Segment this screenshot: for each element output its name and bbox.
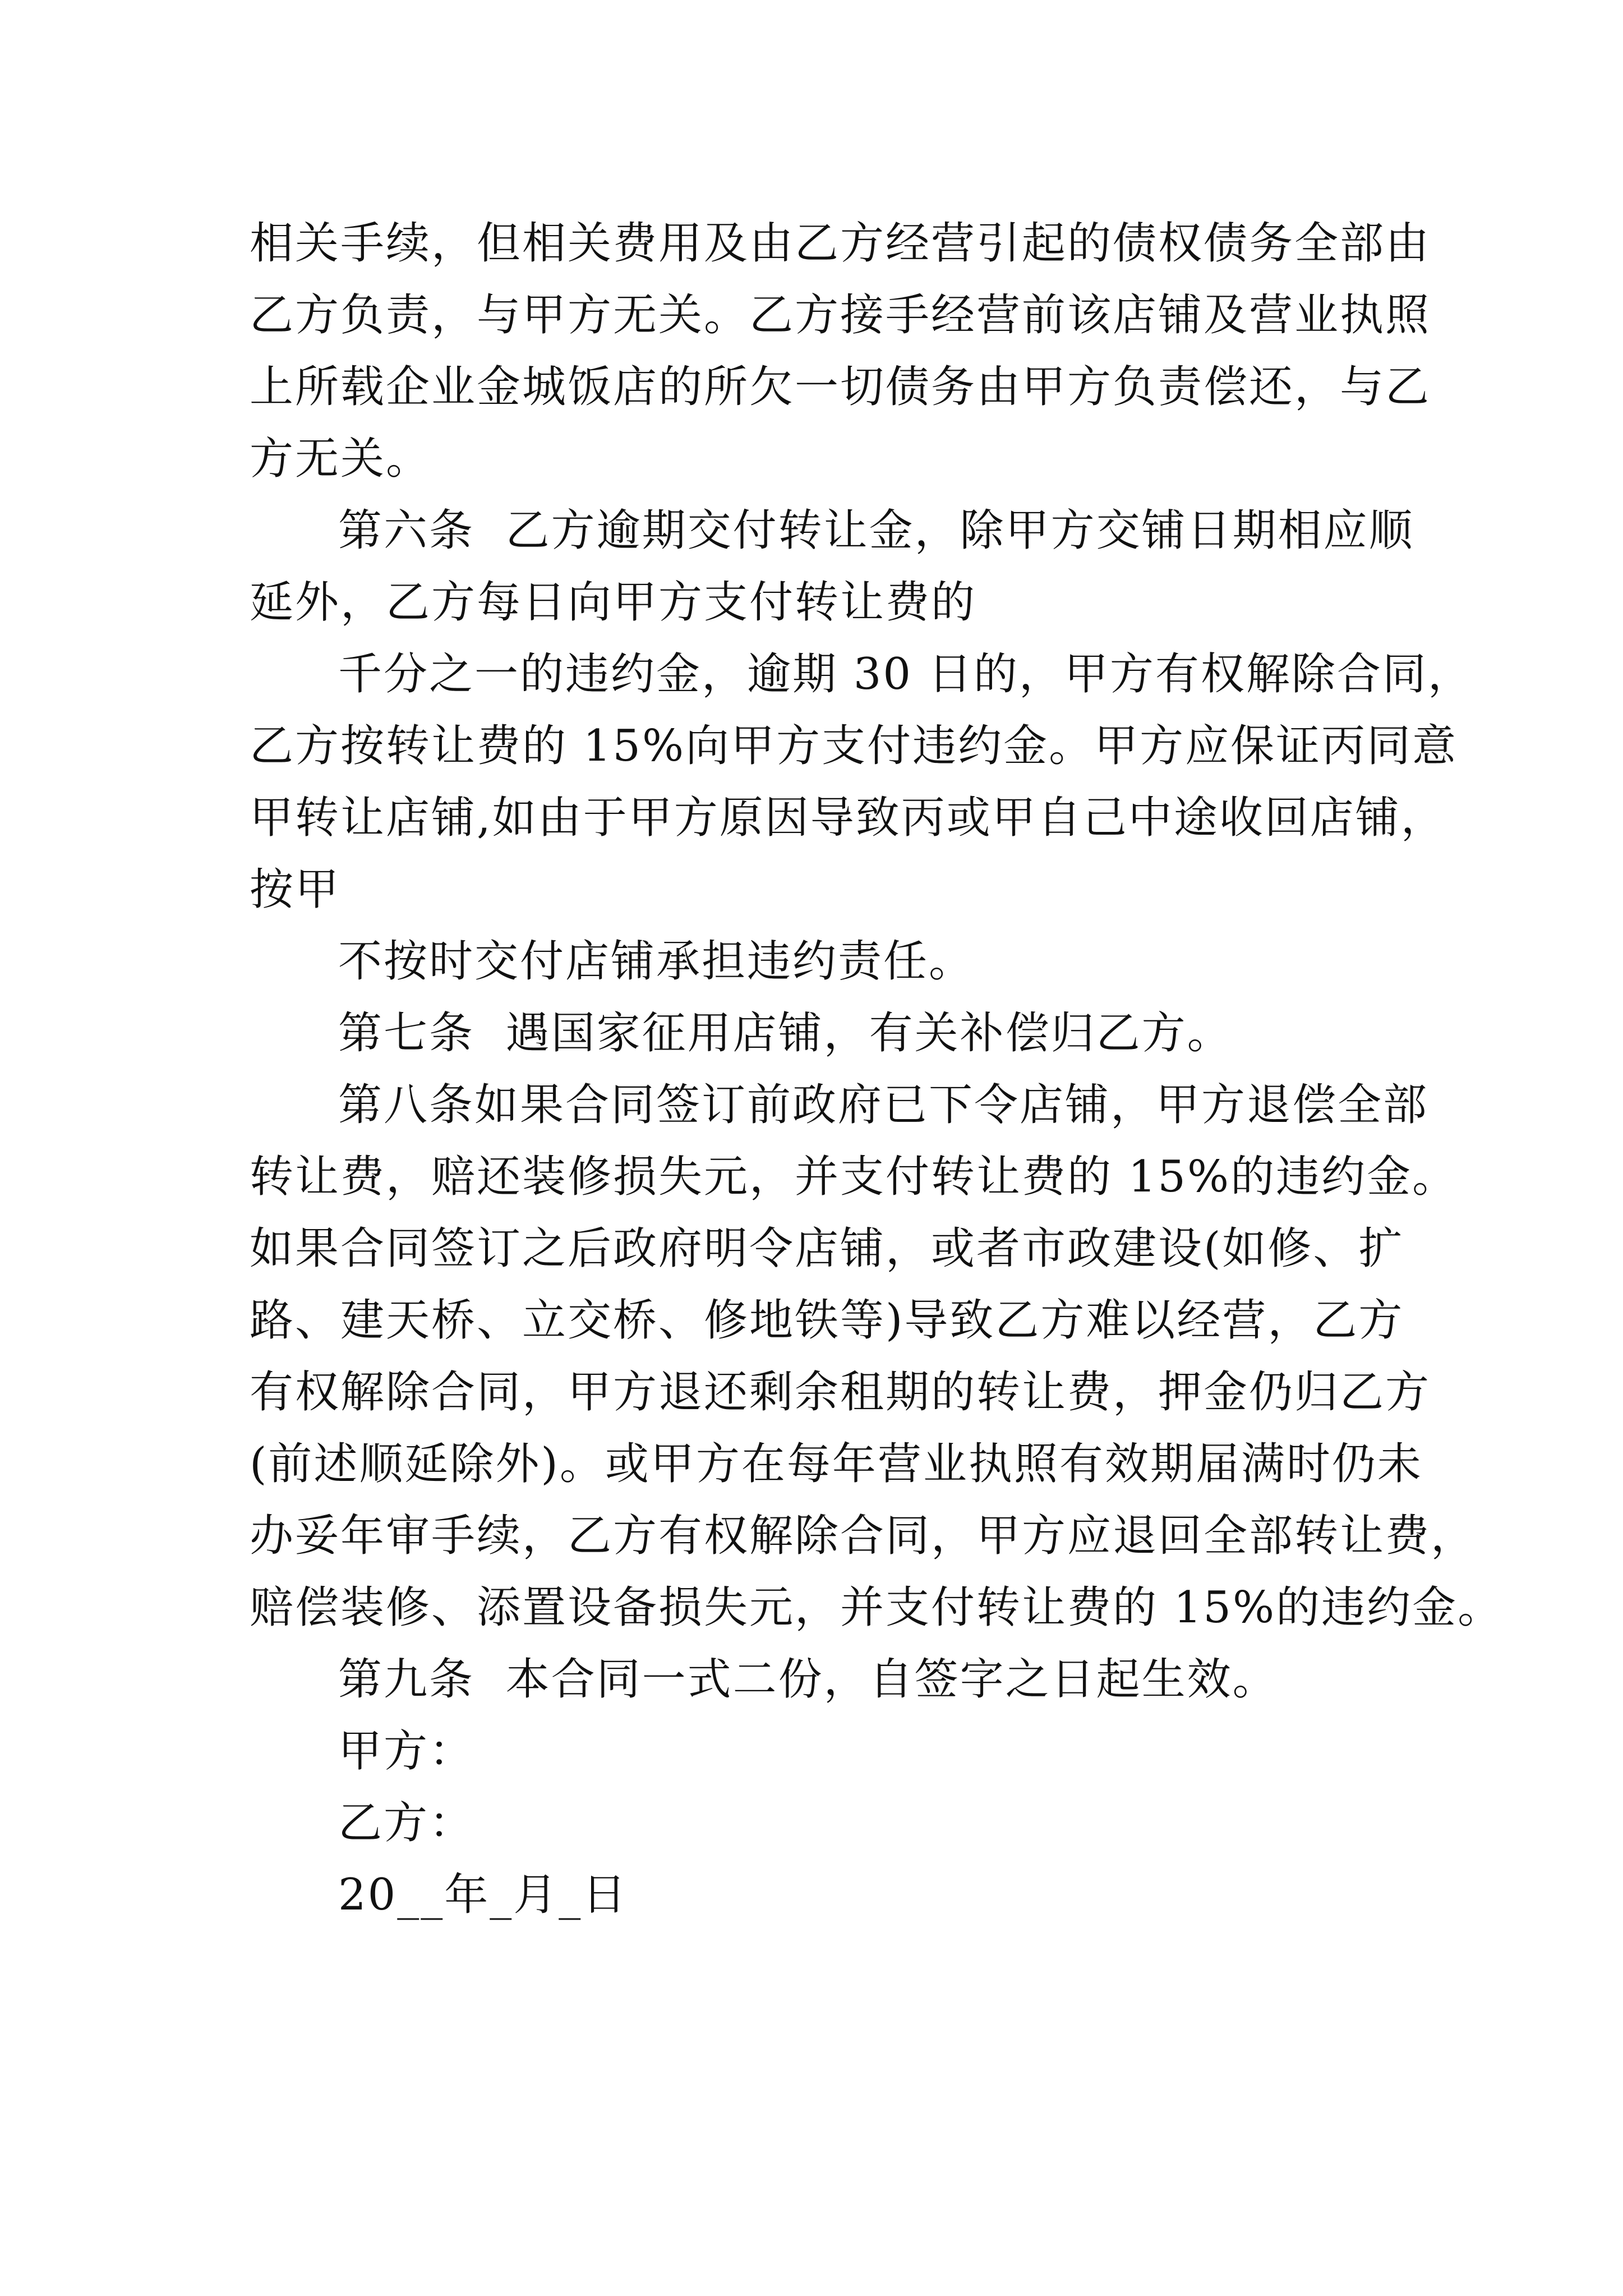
article-8-heading-line: 第八条如果合同签订前政府已下令店铺，甲方退偿全部 [338, 1080, 1429, 1130]
party-b-label: 乙方： [338, 1798, 475, 1848]
text-line-11: 不按时交付店铺承担违约责任。 [338, 936, 975, 987]
article-6-heading-line: 第六条 乙方逾期交付转让金，除甲方交铺日期相应顺 [338, 505, 1414, 556]
text-line-20: 赔偿装修、添置设备损失元，并支付转让费的 15%的违约金。 [250, 1582, 1504, 1633]
text-line-16: 路、建天桥、立交桥、修地铁等)导致乙方难以经营，乙方 [250, 1295, 1404, 1346]
article-7-line: 第七条 遇国家征用店铺，有关补偿归乙方。 [338, 1008, 1233, 1059]
text-line-7: 千分之一的违约金，逾期 30 日的，甲方有权解除合同， [338, 649, 1473, 700]
text-line-9: 甲转让店铺,如由于甲方原因导致丙或甲自己中途收回店铺， [250, 793, 1446, 843]
text-line-4: 方无关。 [250, 434, 432, 484]
contract-text [250, 208, 1504, 1931]
text-line-6: 延外，乙方每日向甲方支付转让费的 [250, 577, 977, 628]
text-line-3: 上所载企业金城饭店的所欠一切债务由甲方负责偿还，与乙 [250, 362, 1431, 412]
text-line-1: 相关手续，但相关费用及由乙方经营引起的债权债务全部由 [250, 218, 1431, 269]
text-line-18: (前述顺延除外)。或甲方在每年营业执照有效期届满时仍未 [250, 1439, 1423, 1489]
party-a-label: 甲方： [338, 1726, 475, 1777]
article-9-line: 第九条 本合同一式二份，自签字之日起生效。 [338, 1654, 1278, 1705]
text-line-10: 按甲 [250, 864, 341, 915]
date-line: 20__年_月_日 [338, 1870, 628, 1920]
text-line-2: 乙方负责，与甲方无关。乙方接手经营前该店铺及营业执照 [250, 290, 1431, 341]
text-line-15: 如果合同签订之后政府明令店铺，或者市政建设(如修、扩 [250, 1223, 1404, 1274]
text-line-8: 乙方按转让费的 15%向甲方支付违约金。甲方应保证丙同意 [250, 721, 1458, 771]
text-line-17: 有权解除合同，甲方退还剩余租期的转让费，押金仍归乙方 [250, 1367, 1431, 1418]
text-line-19: 办妥年审手续，乙方有权解除合同，甲方应退回全部转让费， [250, 1511, 1477, 1561]
text-line-14: 转让费，赔还装修损失元，并支付转让费的 15%的违约金。 [250, 1152, 1458, 1202]
